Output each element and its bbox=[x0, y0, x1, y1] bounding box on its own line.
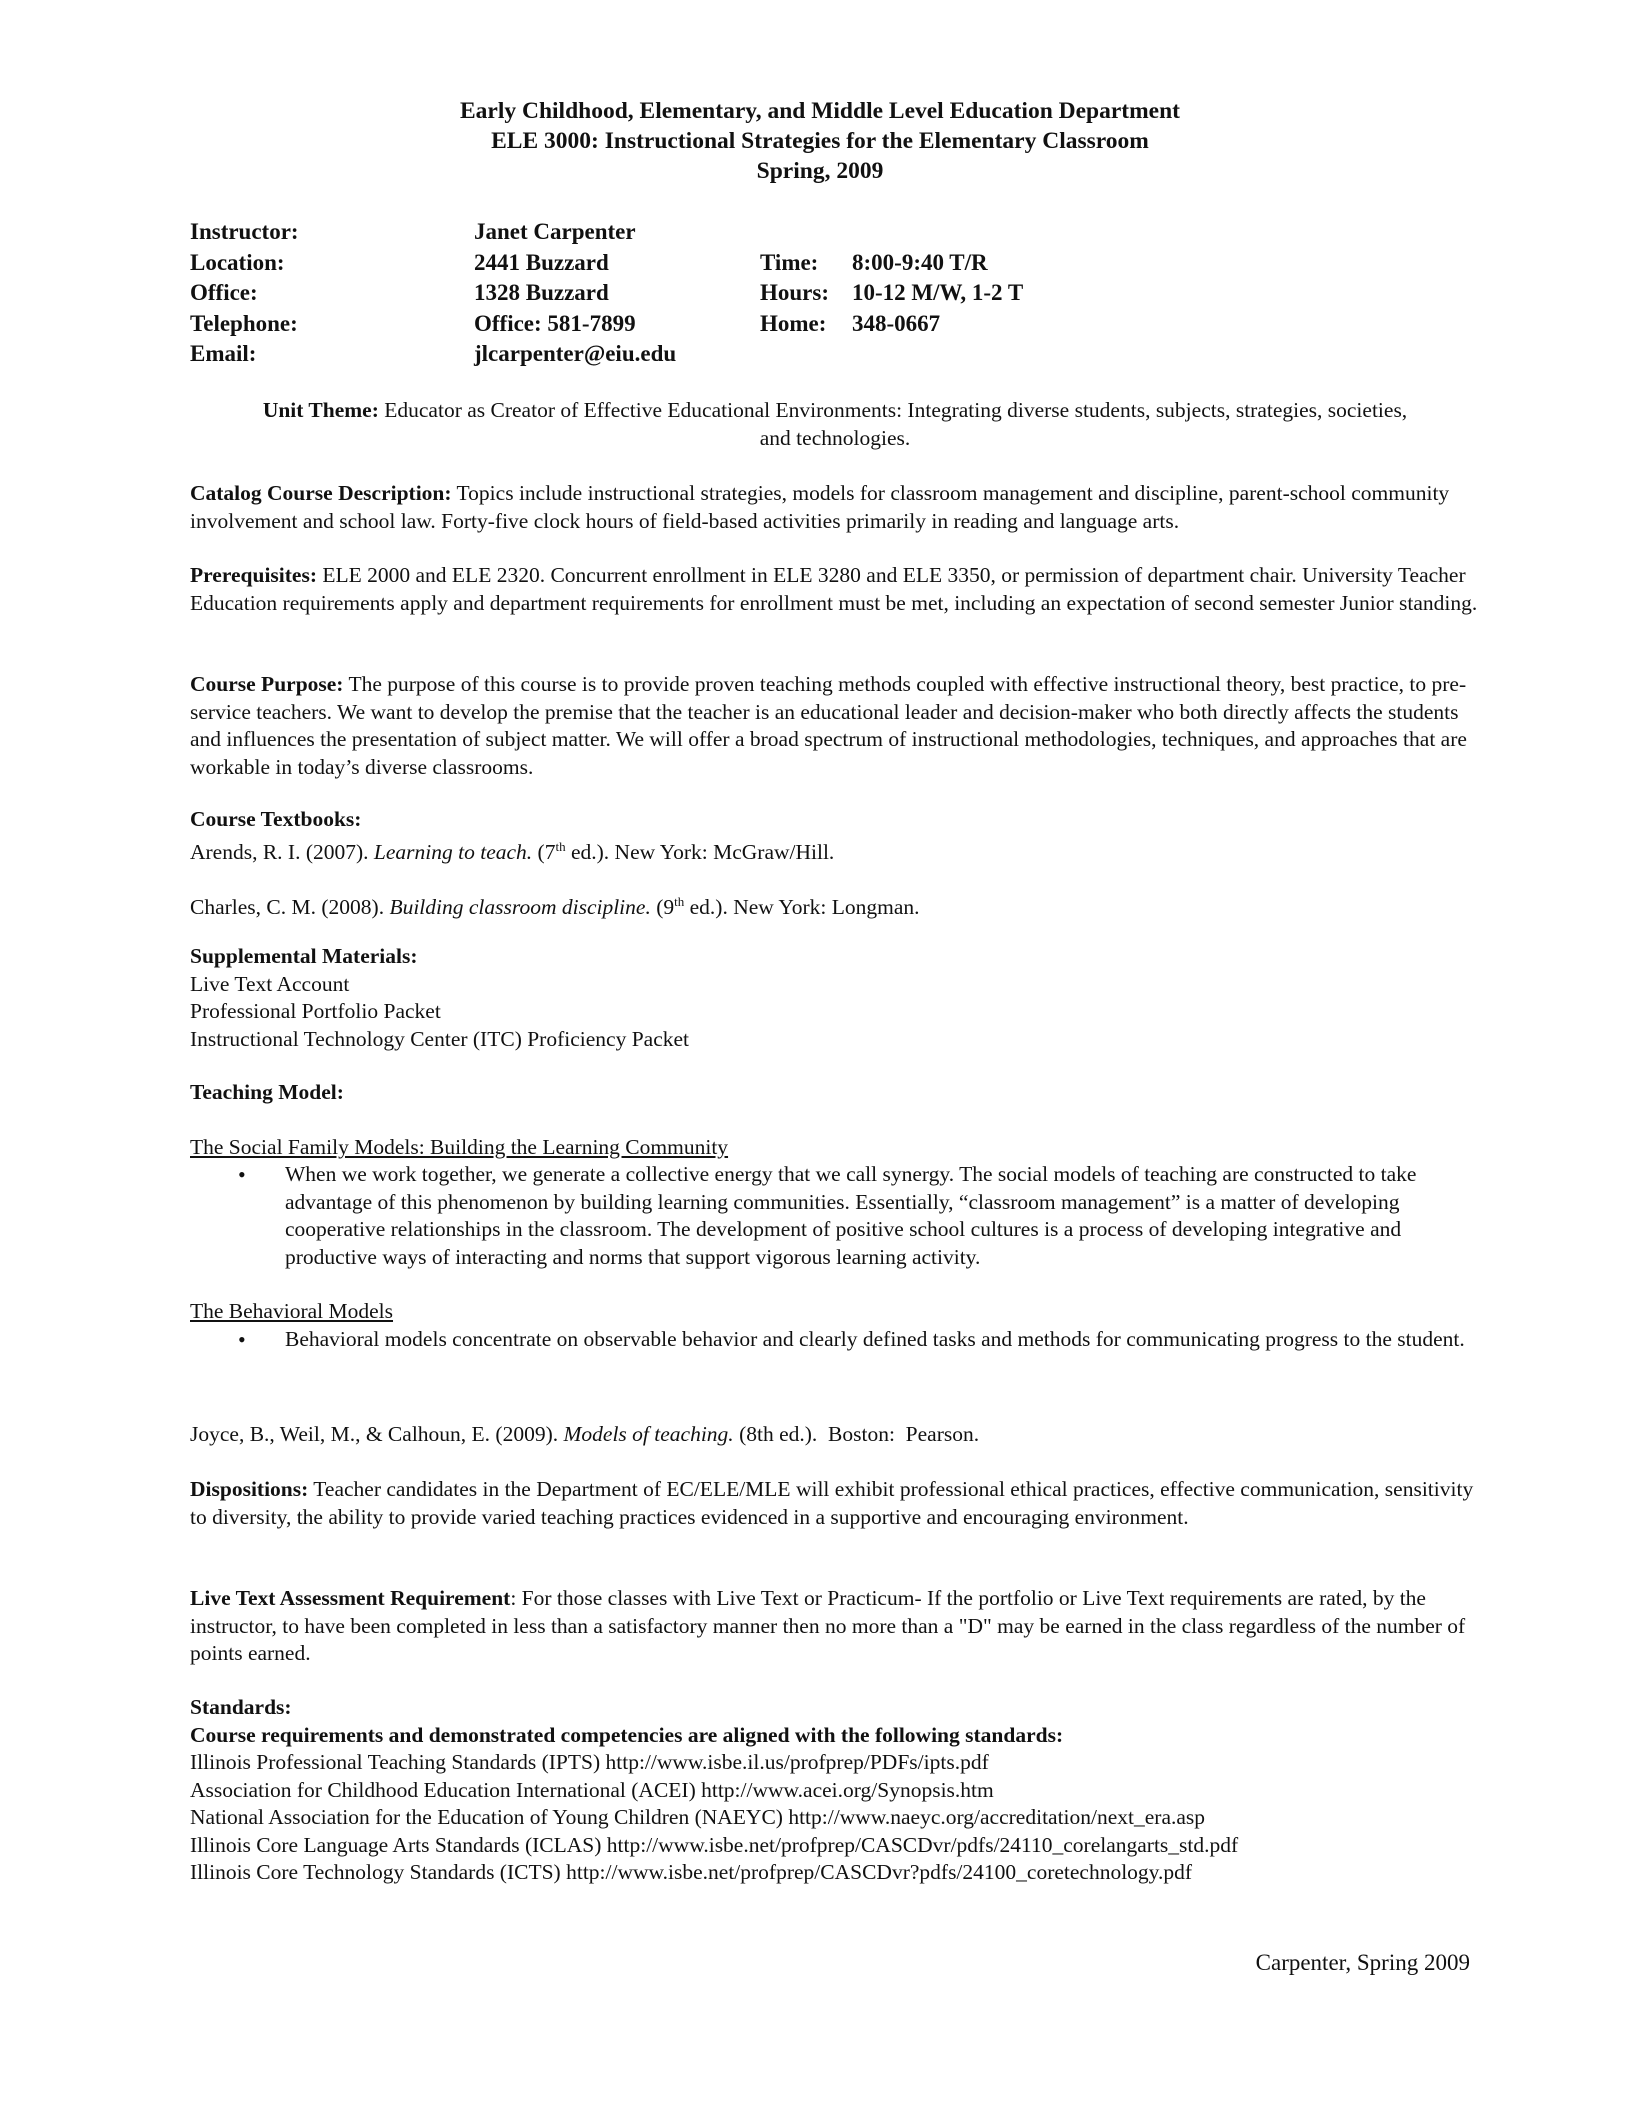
book1-edition: (7 bbox=[532, 840, 556, 865]
supplemental-item: Instructional Technology Center (ITC) Proficiency Packet bbox=[190, 1026, 690, 1051]
book1-title: Learning to teach. bbox=[373, 840, 533, 865]
dispositions-text: Teacher candidates in the Department of EC/ELE/MLE will exhibit professional ethical practices, effective communication, sensitivity to diversity, the ability to provide varied teaching practices evidenced in a supportive and encouraging environment. bbox=[190, 1477, 1474, 1529]
unit-theme-text: Educator as Creator of Effective Educational Environments: Integrating diverse students, subjects, strategies, societies, bbox=[378, 398, 1408, 422]
unit-theme bbox=[190, 397, 1480, 452]
standard-iclas[interactable]: Illinois Core Language Arts Standards (ICLAS) http://www.isbe.net/profprep/CASCDvr/pdfs/24110_corelangarts_std.pdf bbox=[190, 1832, 1239, 1857]
standards-heading: Standards: bbox=[190, 1695, 292, 1719]
behavioral-models-text: Behavioral models concentrate on observable behavior and clearly defined tasks and methods for communicating progress to the student. bbox=[285, 1327, 1465, 1351]
book2-title: Building classroom discipline. bbox=[389, 895, 651, 920]
department-title: Early Childhood, Elementary, and Middle Level Education Department bbox=[459, 98, 1181, 124]
book1-author: Arends, R. I. (2007). bbox=[190, 840, 374, 865]
time-value: 8:00-9:40 T/R bbox=[852, 249, 988, 275]
book2-edition: (9 bbox=[650, 895, 675, 920]
schedule-values bbox=[852, 248, 1023, 340]
page-footer: Carpenter, Spring 2009 bbox=[1255, 1950, 1470, 1975]
email-label: Email: bbox=[190, 341, 257, 366]
location-label: Location: bbox=[190, 249, 285, 275]
standard-acei[interactable]: Association for Childhood Education International (ACEI) http://www.acei.org/Synopsis.htm bbox=[190, 1777, 994, 1802]
prerequisites bbox=[190, 562, 1480, 617]
course-title: ELE 3000: Instructional Strategies for the Elementary Classroom bbox=[491, 128, 1149, 154]
purpose-text: The purpose of this course is to provide proven teaching methods coupled with effective instructional theory, best practice, to pre-service teachers. We want to develop the premise that the teacher is an educational leader and decision-maker who both directly affects the students and influences the presentation of subject matter. We will offer a broad spectrum of instructional methodologies, techniques, and approaches that are workable in today’s diverse classrooms. bbox=[190, 672, 1467, 779]
teaching-model-label: Teaching Model: bbox=[190, 1080, 344, 1104]
supplemental-item: Professional Portfolio Packet bbox=[190, 999, 441, 1023]
book1-publisher: ed.). New York: McGraw/Hill. bbox=[565, 840, 835, 865]
behavioral-models-label: The Behavioral Models bbox=[190, 1299, 394, 1323]
supplemental-item: Live Text Account bbox=[190, 971, 350, 996]
livetext-requirement bbox=[190, 1585, 1480, 1668]
instructor-name: Janet Carpenter bbox=[474, 219, 636, 244]
hours-value: 10-12 M/W, 1-2 T bbox=[852, 280, 1024, 305]
catalog-text: Topics include instructional strategies, models for classroom management and discipline, parent-school community involvement and school law. Forty-five clock hours of field-based activities primarily in reading and language arts. bbox=[190, 481, 1450, 533]
unit-theme-text-cont: and technologies. bbox=[759, 425, 911, 450]
reference-title: Models of teaching. bbox=[563, 1422, 734, 1446]
social-models-title bbox=[190, 1134, 1480, 1162]
standard-icts[interactable]: Illinois Core Technology Standards (ICTS) http://www.isbe.net/profprep/CASCDvr?pdfs/24100_coretechnology.pdf bbox=[190, 1860, 1193, 1884]
term-title: Spring, 2009 bbox=[756, 158, 884, 184]
dispositions-label: Dispositions: bbox=[190, 1477, 309, 1501]
standards bbox=[190, 1694, 1480, 1887]
textbook-1 bbox=[190, 833, 1480, 867]
prerequisites-label: Prerequisites: bbox=[190, 563, 317, 587]
standard-naeyc[interactable]: National Association for the Education of Young Children (NAEYC) http://www.naeyc.org/accreditation/next_era.asp bbox=[190, 1805, 1206, 1829]
bullet-icon: • bbox=[238, 1162, 246, 1187]
prerequisites-text: ELE 2000 and ELE 2320. Concurrent enrollment in ELE 3280 and ELE 3350, or permission of department chair. University Teacher Education requirements apply and department requirements for enrollment must be met, including an expectation of second semester Junior standing. bbox=[190, 563, 1478, 615]
office-label: Office: bbox=[190, 280, 258, 305]
supplemental-heading: Supplemental Materials: bbox=[190, 944, 418, 968]
home-label: Home: bbox=[760, 310, 827, 336]
textbook-2 bbox=[190, 888, 1480, 922]
book2-publisher: ed.). New York: Longman. bbox=[684, 895, 920, 920]
book1-sup: th bbox=[555, 839, 566, 854]
catalog-label: Catalog Course Description: bbox=[190, 481, 452, 505]
social-models-text: When we work together, we generate a collective energy that we call synergy. The social models of teaching are constructed to take advantage of this phenomenon by building learning communities. Essentially, “classroom management” is a matter of developing cooperative relationships in the classroom. The development of positive school cultures is a process of developing integrative and productive ways of interacting and norms that support vigorous learning activity. bbox=[285, 1162, 1417, 1269]
location-value: 2441 Buzzard bbox=[474, 249, 609, 275]
book2-sup: th bbox=[674, 894, 685, 909]
reference-authors: Joyce, B., Weil, M., & Calhoun, E. (2009). bbox=[190, 1422, 564, 1446]
telephone-value: Office: 581-7899 bbox=[474, 310, 636, 336]
book2-author: Charles, C. M. (2008). bbox=[190, 895, 390, 920]
instructor-label: Instructor: bbox=[190, 219, 299, 244]
schedule-labels bbox=[760, 248, 829, 340]
textbooks-label: Course Textbooks: bbox=[190, 807, 362, 831]
standard-ipts[interactable]: Illinois Professional Teaching Standards (IPTS) http://www.isbe.il.us/profprep/PDFs/ipts.pdf bbox=[190, 1750, 989, 1774]
standards-subheading: Course requirements and demonstrated competencies are aligned with the following standards: bbox=[190, 1722, 1064, 1747]
unit-theme-label: Unit Theme: bbox=[262, 398, 379, 422]
course-purpose bbox=[190, 671, 1480, 781]
livetext-text: : For those classes with Live Text or Practicum- If the portfolio or Live Text requirements are rated, by the instructor, to have been completed in less than a satisfactory manner then no more than a "D" may be earned in the class regardless of the number of points earned. bbox=[190, 1586, 1466, 1665]
dispositions bbox=[190, 1476, 1480, 1531]
social-models-label: The Social Family Models: Building the Learning Community bbox=[190, 1135, 729, 1159]
teaching-model-heading bbox=[190, 1079, 1480, 1107]
catalog-description bbox=[190, 480, 1480, 535]
models-reference bbox=[190, 1421, 1480, 1449]
supplemental-materials bbox=[190, 943, 1480, 1053]
email-value[interactable]: jlcarpenter@eiu.edu bbox=[474, 341, 677, 366]
contact-values bbox=[474, 217, 676, 370]
office-value: 1328 Buzzard bbox=[474, 280, 609, 305]
purpose-label: Course Purpose: bbox=[190, 672, 344, 696]
telephone-label: Telephone: bbox=[190, 310, 298, 336]
hours-label: Hours: bbox=[760, 280, 829, 305]
bullet-icon: • bbox=[238, 1327, 246, 1352]
livetext-label: Live Text Assessment Requirement bbox=[190, 1586, 511, 1610]
contact-labels bbox=[190, 217, 299, 370]
reference-publisher: (8th ed.). Boston: Pearson. bbox=[733, 1422, 980, 1446]
textbooks-heading bbox=[190, 806, 1480, 834]
home-value: 348-0667 bbox=[852, 310, 941, 336]
time-label: Time: bbox=[760, 249, 819, 275]
behavioral-models-title bbox=[190, 1298, 1480, 1326]
